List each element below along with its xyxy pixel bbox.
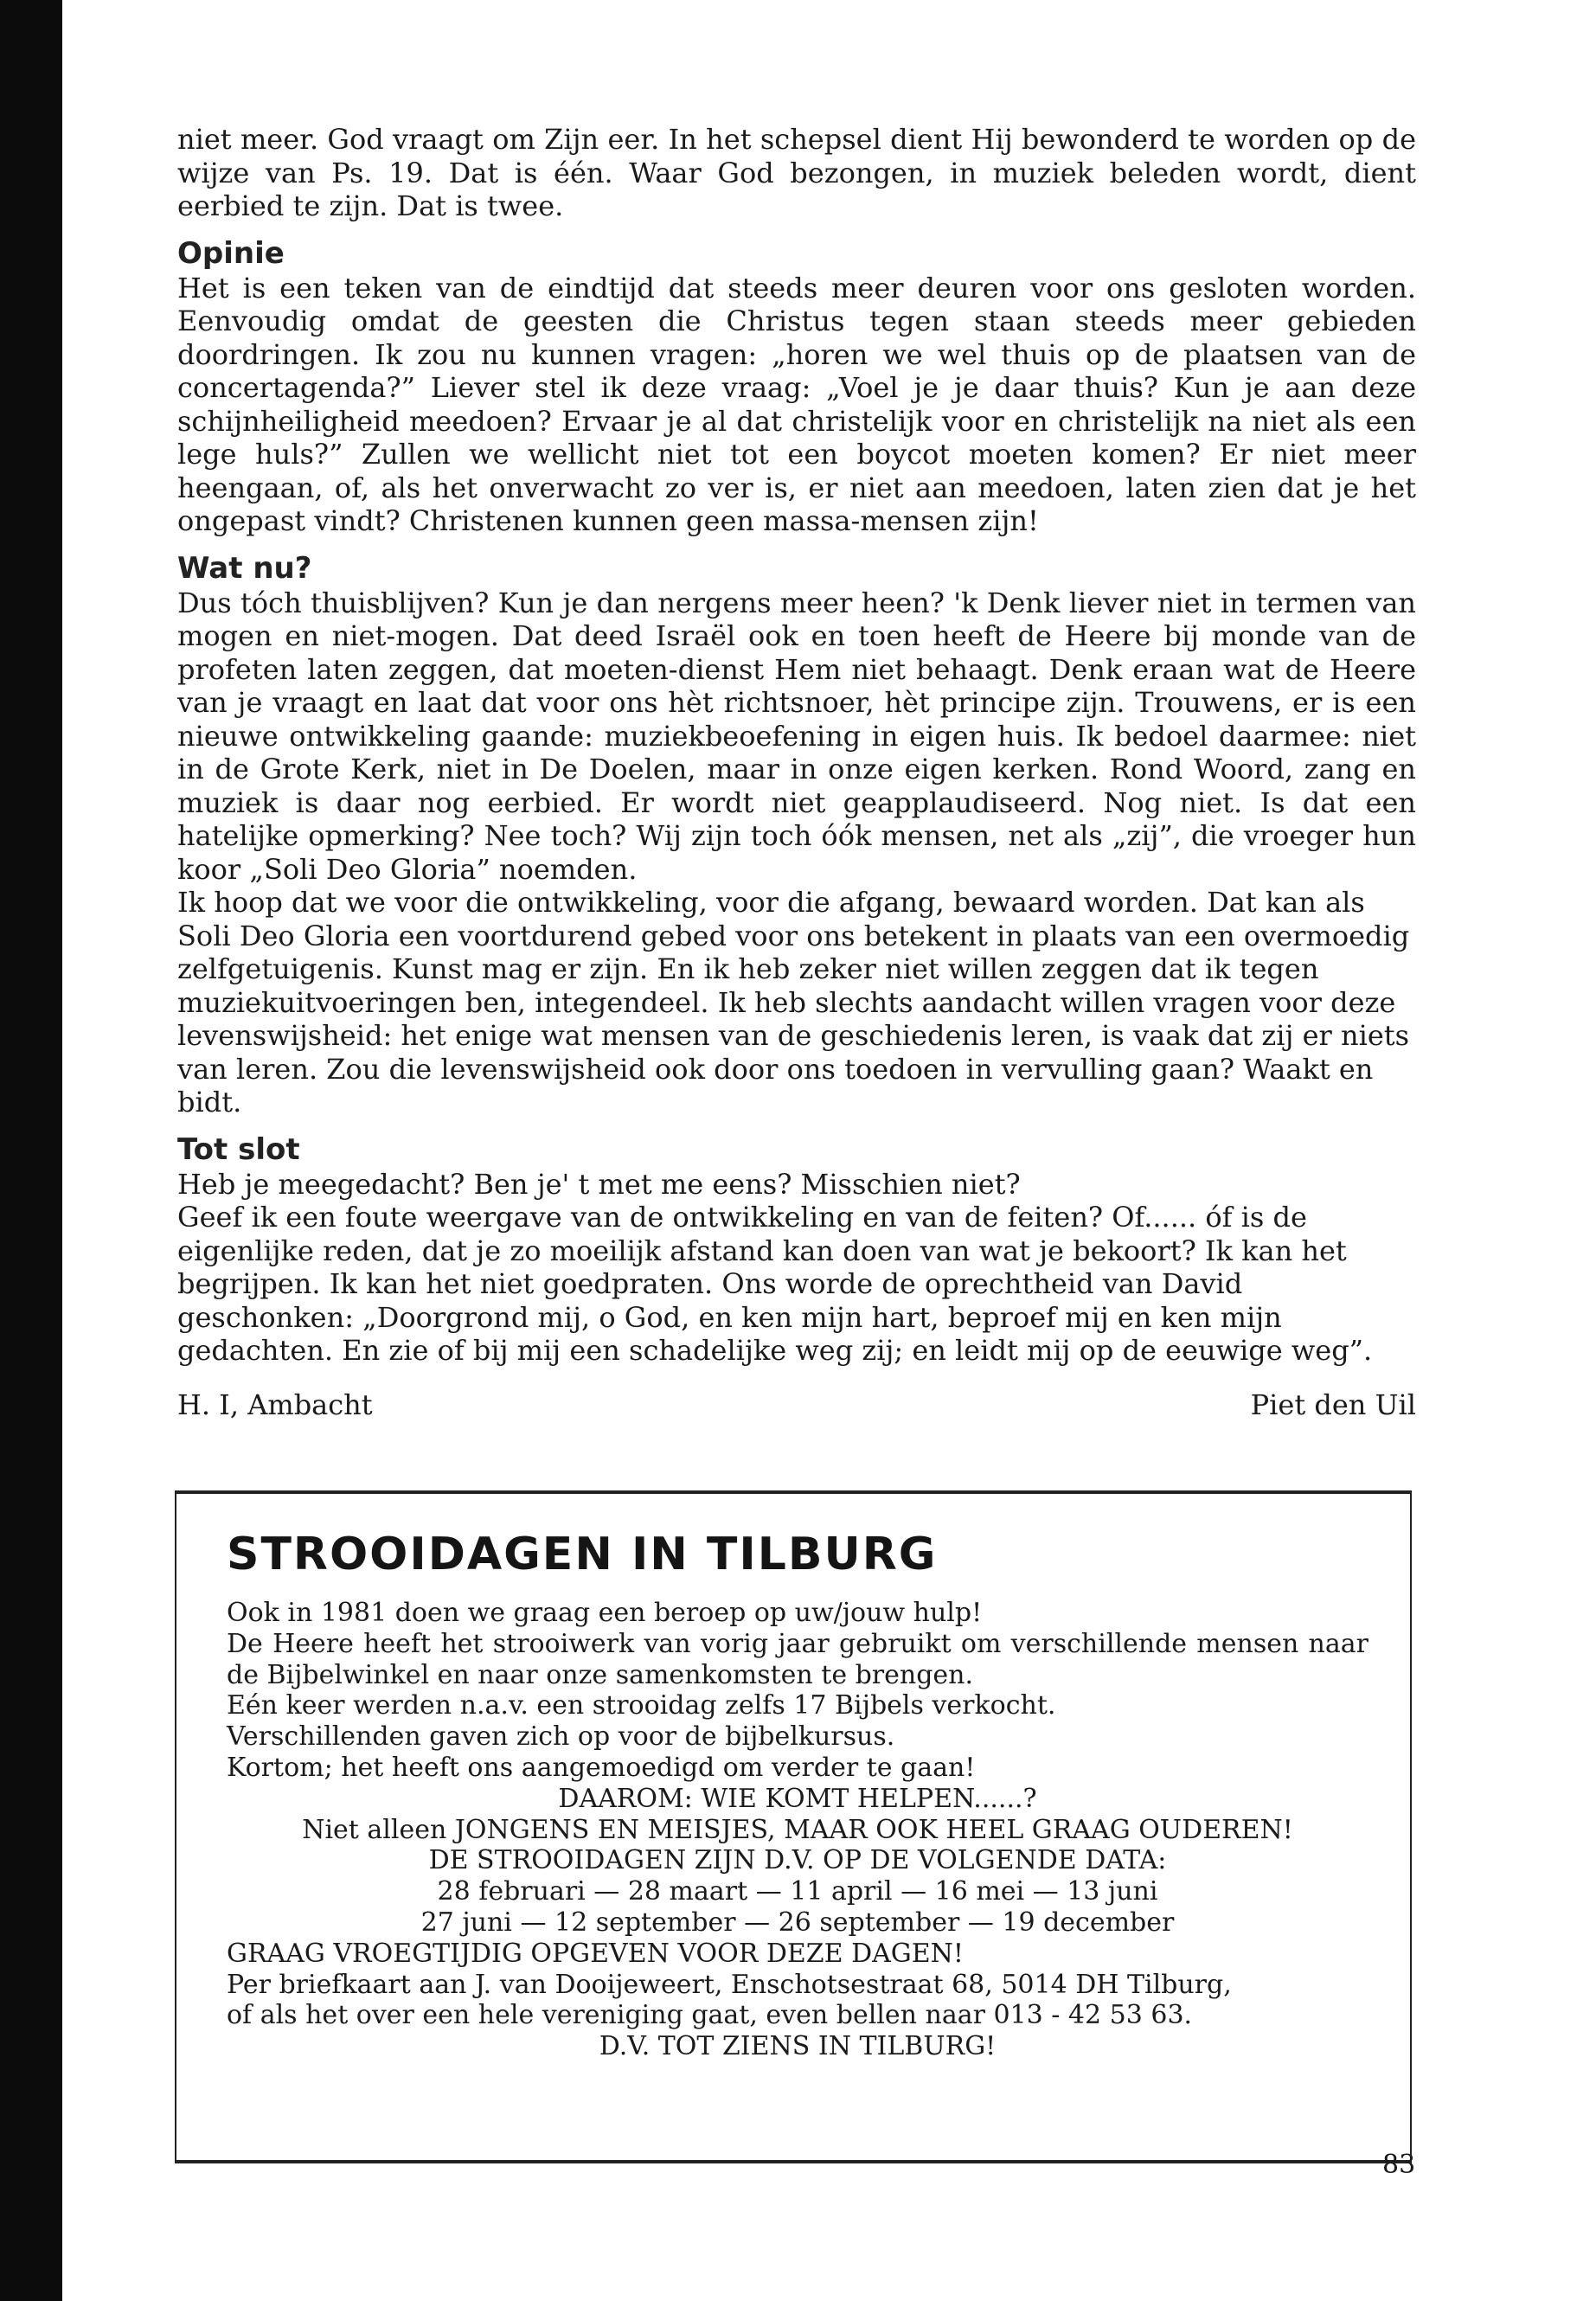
notice-signup: GRAAG VROEGTIJDIG OPGEVEN VOOR DEZE DAGEN!	[227, 1938, 964, 1969]
notice-intro-line: Eén keer werden n.a.v. een strooidag zelfs 17 Bijbels verkocht.	[227, 1690, 1056, 1721]
wat-nu-paragraph-2: Ik hoop dat we voor die ontwikkeling, voor die afgang, bewaard worden. Dat kan als Soli Deo Gloria een voortdurend gebed voor ons betekent in plaats van een overmoedig zelfgetuigenis. Kunst mag er zijn. En ik heb zeker niet willen zeggen dat ik tegen muziekuitvoeringen ben, integendeel. Ik heb slechts aandacht willen vragen voor deze levenswijsheid: het enige wat mensen van de geschiedenis leren, is vaak dat zij er niets van leren. Zou die levenswijsheid ook door ons toedoen in vervulling gaan? Waakt en bidt.	[177, 886, 1410, 1118]
notice-dates-heading: DE STROOIDAGEN ZIJN D.V. OP DE VOLGENDE DATA:	[428, 1845, 1167, 1876]
notice-closing: D.V. TOT ZIENS IN TILBURG!	[599, 2031, 997, 2062]
section-heading-tot-slot: Tot slot	[177, 1131, 300, 1167]
article	[177, 123, 1416, 1421]
notice-dates-line: 28 februari — 28 maart — 11 april — 16 mei — 13 juni	[437, 1876, 1158, 1907]
article-body	[177, 123, 1416, 1368]
section-heading-wat-nu: Wat nu?	[177, 550, 312, 586]
scan-margin-bar	[0, 0, 62, 2301]
section-heading-opinie: Opinie	[177, 235, 285, 271]
notice-dates-line: 27 juni — 12 september — 26 september — 19 december	[420, 1907, 1175, 1938]
notice-intro-line: De Heere heeft het strooiwerk van vorig jaar gebruikt om verschillende mensen naar de Bijbelwinkel en naar onze samenkomsten te brengen.	[227, 1628, 1368, 1690]
notice-call: DAAROM: WIE KOMT HELPEN......?	[558, 1783, 1037, 1814]
signature-line	[177, 1388, 1416, 1421]
wat-nu-paragraph-1: Dus tóch thuisblijven? Kun je dan nergens meer heen? 'k Denk liever niet in termen van mogen en niet-mogen. Dat deed Israël ook en toen heeft de Heere bij monde van de profeten laten zeggen, dat moeten-dienst Hem niet behaagt. Denk eraan wat de Heere van je vraagt en laat dat voor ons hèt richtsnoer, hèt principe zijn. Trouwens, er is een nieuwe ontwikkeling gaande: muziekbeoefening in eigen huis. Ik bedoel daarmee: niet in de Grote Kerk, niet in De Doelen, maar in onze eigen kerken. Rond Woord, zang en muziek is daar nog eerbied. Er wordt niet geapplaudiseerd. Nog niet. Is dat een hatelijke opmerking? Nee toch? Wij zijn toch óók mensen, net als „zij”, die vroeger hun koor „Soli Deo Gloria” noemden.	[177, 586, 1416, 886]
notice-body	[227, 1598, 1368, 2062]
notice-audience: Niet alleen JONGENS EN MEISJES, MAAR OOK HEEL GRAAG OUDEREN!	[302, 1814, 1293, 1845]
tot-slot-paragraph-2: Geef ik een foute weergave van de ontwikkeling en van de feiten? Of...... óf is de eigenlijke reden, dat je zo moeilijk afstand kan doen van wat je bekoort? Ik kan het begrijpen. Ik kan het niet goedpraten. Ons worde de oprechtheid van David geschonken: „Doorgrond mij, o God, en ken mijn hart, beproef mij en ken mijn gedachten. En zie of bij mij een schadelijke weg zij; en leidt mij op de eeuwige weg”.	[177, 1201, 1373, 1367]
opinie-paragraph: Het is een teken van de eindtijd dat steeds meer deuren voor ons gesloten worden. Eenvoudig omdat de geesten die Christus tegen staan steeds meer gebieden doordringen. Ik zou nu kunnen vragen: „horen we wel thuis op de plaatsen van de concertagenda?” Liever stel ik deze vraag: „Voel je je daar thuis? Kun je aan deze schijnheiligheid meedoen? Ervaar je al dat christelijk voor en christelijk na niet als een lege huls?” Zullen we wellicht niet tot een boycot moeten komen? Er niet meer heengaan, of, als het onverwacht zo ver is, er niet aan meedoen, laten zien dat je het ongepast vindt? Christenen kunnen geen massa-mensen zijn!	[177, 271, 1416, 537]
notice-intro-line: Ook in 1981 doen we graag een beroep op uw/jouw hulp!	[227, 1598, 983, 1628]
notice-contact-line: of als het over een hele vereniging gaat, even bellen naar 013 - 42 53 63.	[227, 2000, 1193, 2031]
notice-intro-line: Verschillenden gaven zich op voor de bijbelkursus.	[227, 1721, 895, 1753]
place-name: H. I, Ambacht	[177, 1388, 373, 1421]
tot-slot-paragraph-1: Heb je meegedacht? Ben je' t met me eens? Misschien niet?	[177, 1167, 1021, 1201]
intro-paragraph: niet meer. God vraagt om Zijn eer. In het schepsel dient Hij bewonderd te worden op de wijze van Ps. 19. Dat is één. Waar God bezongen, in muziek beleden wordt, dient eerbied te zijn. Dat is twee.	[177, 123, 1416, 222]
notice-contact-line: Per briefkaart aan J. van Dooijeweert, Enschotsestraat 68, 5014 DH Tilburg,	[227, 1969, 1232, 2000]
notice-box	[175, 1490, 1412, 2163]
notice-intro-line: Kortom; het heeft ons aangemoedigd om verder te gaan!	[227, 1752, 976, 1783]
notice-title: STROOIDAGEN IN TILBURG	[227, 1529, 938, 1580]
author-name: Piet den Uil	[1250, 1388, 1416, 1421]
page-number: 83	[1382, 2150, 1416, 2180]
